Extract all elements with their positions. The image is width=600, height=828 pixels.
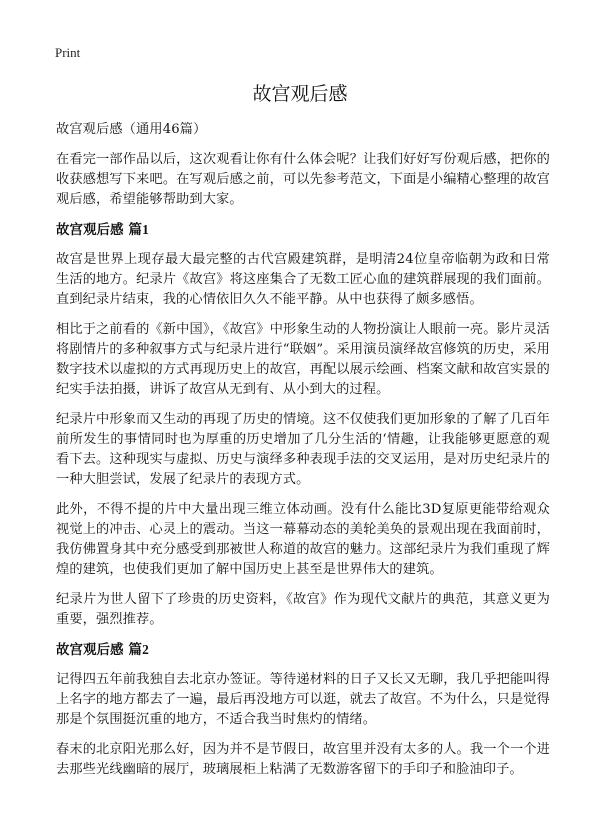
page-title: 故宫观后感 (252, 83, 348, 105)
section-heading-1 (56, 220, 550, 240)
paragraph: 记得四五年前我独自去北京办签证。等待递材料的日子又长又无聊，我几乎把能叫得上名字的地方都去了一遍，最后再没地方可以逛，就去了故宫。不为什么，只是觉得那是个氛围挺沉重的地方，不适合我当时焦灼的情绪。 (56, 672, 550, 727)
paragraph: 故宫是世界上现存最大最完整的古代宫殿建筑群，是明清24位皇帝临朝为政和日常生活的地方。纪录片《故宫》将这座集合了无数工匠心血的建筑群展现的我们面前。直到纪录片结束，我的心情依旧久久不能平静。从中也获得了颇多感悟。 (56, 252, 550, 307)
paragraph: 纪录片为世人留下了珍贵的历史资料，《故宫》作为现代文献片的典范，其意义更为重要，强烈推荐。 (56, 592, 550, 627)
article-subtitle: 故宫观后感（通用46篇） (56, 122, 207, 137)
article-body (56, 120, 550, 790)
section-heading-number: 2 (142, 642, 149, 657)
section-heading-text: 故宫观后感 篇 (56, 222, 143, 238)
section-heading-number: 1 (142, 222, 149, 237)
paragraph: 纪录片中形象而又生动的再现了历史的情境。这不仅使我们更加形象的了解了几百年前所发生的事情同时也为厚重的历史增加了几分生活的‘情趣，让我能够更愿意的观看下去。这种现实与虚拟、历史与演绎多种表现手法的交叉运用，是对历史纪录片的一种大胆尝试，发展了纪录片的表现方式。 (56, 412, 550, 487)
section-heading-2 (56, 640, 550, 660)
paragraph: 此外，不得不提的片中大量出现三维立体动画。没有什么能比3D复原更能带给观众视觉上的冲击、心灵上的震动。当这一幕幕动态的美轮美奂的景观出现在我面前时，我仿佛置身其中充分感受到那被世人称道的故宫的魅力。这部纪录片为我们重现了辉煌的建筑，也使我们更加了解中国历史上甚至是世界伟大的建筑。 (56, 502, 550, 577)
intro-paragraph: 在看完一部作品以后，这次观看让你有什么体会呢？让我们好好写份观后感，把你的收获感想写下来吧。在写观后感之前，可以先参考范文，下面是小编精心整理的故宫观后感，希望能够帮助到大家。 (56, 152, 550, 207)
section-heading-text: 故宫观后感 篇 (56, 642, 143, 658)
paragraph: 春末的北京阳光那么好，因为并不是节假日，故宫里并没有太多的人。我一个一个进去那些光线幽暗的展厅，玻璃展柜上粘满了无数游客留下的手印子和脸油印子。 (56, 742, 550, 777)
paragraph: 相比于之前看的《新中国》，《故宫》中形象生动的人物扮演让人眼前一亮。影片灵活将剧情片的多种叙事方式与纪录片进行“联姻”。采用演员演绎故宫修筑的历史，采用数字技术以虚拟的方式再现历史上的故宫，再配以展示绘画、档案文献和故宫实景的纪实手法拍摄，讲诉了故宫从无到有、从小到大的过程。 (56, 322, 550, 397)
print-link[interactable]: Print (55, 45, 81, 60)
